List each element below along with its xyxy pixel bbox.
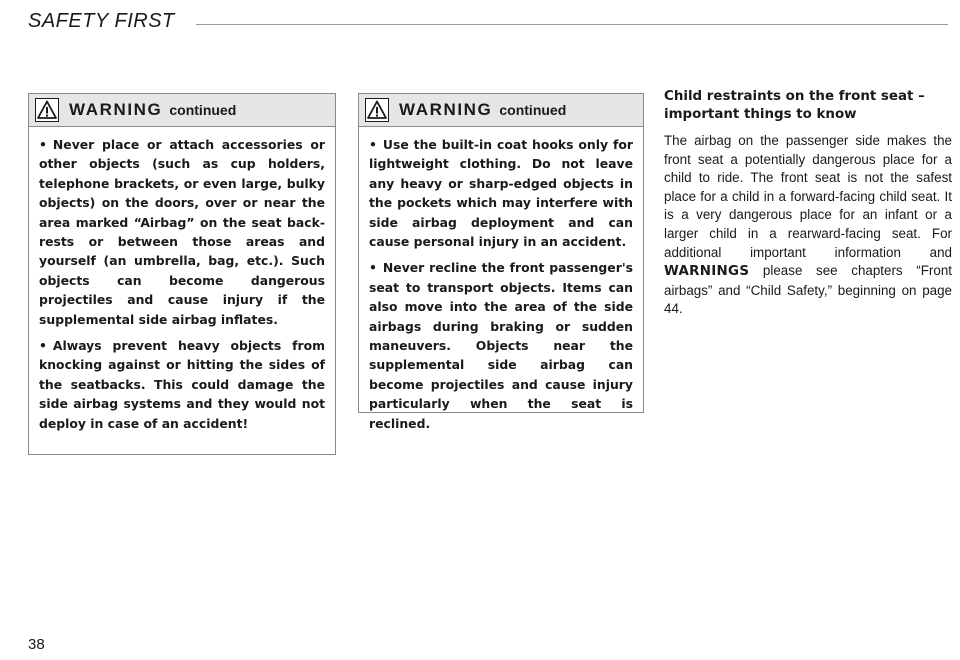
warning-box-1 xyxy=(28,93,336,455)
warning-triangle-icon xyxy=(365,98,389,122)
body-text-part: The airbag on the passenger side makes the front seat a potentially dangerous place for a child to ride. The front seat is not the safest place for a child in a forward-facing child seat. It is a very dangerous place for an infant or a larger child in a rearward-facing seat. For additional important information and xyxy=(664,133,952,260)
body-text xyxy=(664,132,952,319)
page-header xyxy=(28,6,948,40)
warning-paragraph-text: Always prevent heavy objects from knocking against or hitting the sides of the seatbacks. This could damage the side airbag systems and they would not deploy in case of an accident! xyxy=(39,338,325,431)
warning-body xyxy=(359,127,643,448)
warnings-emphasis: WARNINGS xyxy=(664,264,750,280)
warning-paragraph xyxy=(39,336,325,433)
warning-paragraph xyxy=(369,135,633,251)
warning-title: WARNING xyxy=(399,100,493,119)
warning-title: WARNING xyxy=(69,100,163,119)
child-restraints-section xyxy=(664,88,952,319)
bullet: • xyxy=(39,137,47,152)
warning-box-2 xyxy=(358,93,644,431)
header-rule xyxy=(196,24,948,25)
warning-paragraph xyxy=(369,258,633,433)
warning-continued: continued xyxy=(169,102,237,118)
bullet: • xyxy=(39,338,47,354)
warning-continued: continued xyxy=(499,102,567,118)
warning-header xyxy=(359,94,643,127)
warning-paragraph xyxy=(39,135,325,329)
bullet: • xyxy=(369,137,377,152)
warning-header xyxy=(29,94,335,127)
body-text-part: please see chapters “Front airbags” and “Child Safety,” beginning on page 44. xyxy=(664,263,952,317)
warning-paragraph-text: Never place or attach accessories or other objects (such as cup holders, telephone brackets, or even large, bulky objects) on the doors, over or near the area marked “Airbag” on the seat backrests or between those areas and yourself (an umbrella, bag, etc.). Such objects can become dangerous projectiles and cause injury if the supplemental side airbag inflates. xyxy=(39,137,325,327)
bullet: • xyxy=(369,260,377,276)
section-title: SAFETY FIRST xyxy=(28,10,175,32)
warning-triangle-icon xyxy=(35,98,59,122)
section-heading: Child restraints on the front seat – important things to know xyxy=(664,89,925,122)
page-number: 38 xyxy=(28,636,45,653)
warning-paragraph-text: Use the built-in coat hooks only for lightweight clothing. Do not leave any heavy or sharp-edged objects in the pockets which may interfere with side airbag deployment and can cause personal injury in an accident. xyxy=(369,137,633,250)
warning-body xyxy=(29,127,335,448)
warning-paragraph-text: Never recline the front passenger's seat to transport objects. Items can also move into the area of the side airbags during braking or sudden maneuvers. Objects near the supplemental side airbag can become projectiles and cause injury particularly when the seat is reclined. xyxy=(369,260,633,431)
